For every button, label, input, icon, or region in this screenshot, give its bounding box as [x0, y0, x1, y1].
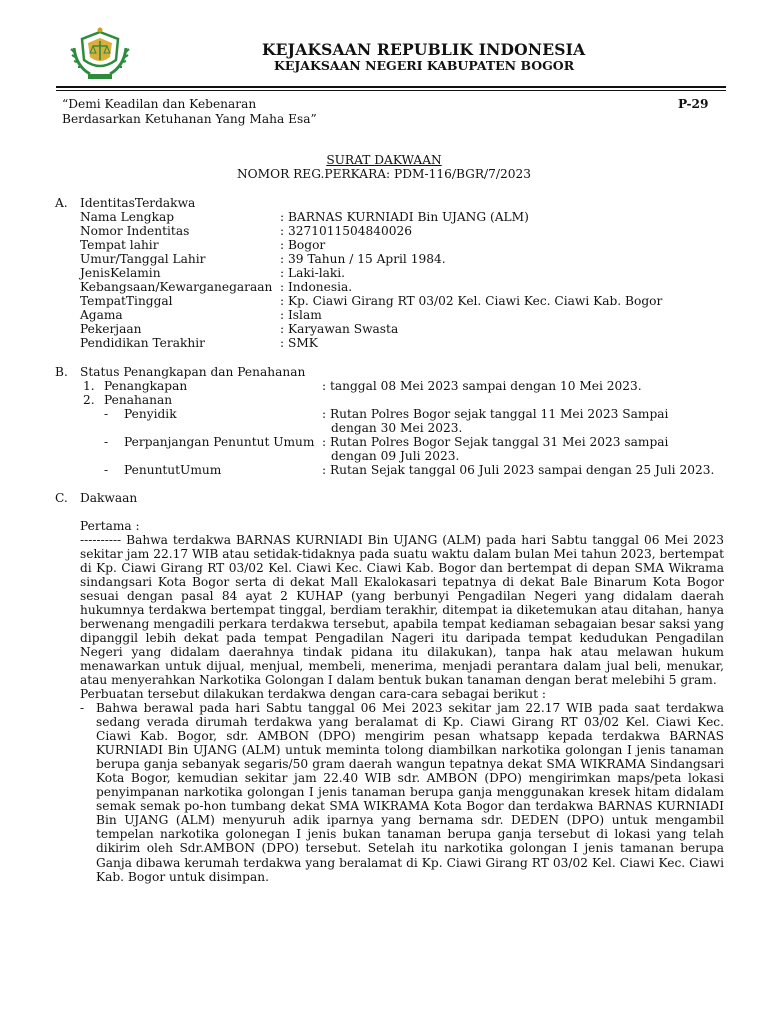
detention-label-penahanan: Penahanan	[104, 393, 173, 407]
list-number: 2.	[83, 393, 95, 407]
header-divider-thick	[56, 86, 726, 88]
field-value: : Laki-laki.	[280, 266, 346, 280]
document-code: P-29	[678, 97, 709, 111]
detention-label-penangkapan: Penangkapan	[104, 379, 188, 393]
detention-sub-label: PenuntutUmum	[124, 463, 222, 477]
pertama-label: Pertama :	[80, 519, 140, 533]
field-value: : Kp. Ciawi Girang RT 03/02 Kel. Ciawi Kec. Ciawi Kab. Bogor	[280, 294, 663, 308]
motto	[62, 97, 317, 126]
detention-sub-value-cont: dengan 30 Mei 2023.	[331, 421, 463, 435]
title-line-1: SURAT DAKWAAN	[326, 153, 442, 167]
title-line-2: NOMOR REG.PERKARA: PDM-116/BGR/7/2023	[236, 167, 532, 181]
list-number: 1.	[83, 379, 95, 393]
section-a-heading: IdentitasTerdakwa	[80, 196, 196, 210]
field-value: : 39 Tahun / 15 April 1984.	[280, 252, 446, 266]
motto-line-2: Berdasarkan Ketuhanan Yang Maha Esa”	[62, 111, 317, 126]
dakwaan-intro: Perbuatan tersebut dilakukan terdakwa dengan cara-cara sebagai berikut :	[80, 687, 546, 701]
field-label: Umur/Tanggal Lahir	[80, 252, 206, 266]
field-label: JenisKelamin	[80, 266, 161, 280]
field-label: Agama	[80, 308, 123, 322]
org-subtitle: KEJAKSAAN NEGERI KABUPATEN BOGOR	[274, 58, 575, 73]
list-dash: -	[104, 463, 109, 477]
field-value: : Karyawan Swasta	[280, 322, 399, 336]
section-b-heading: Status Penangkapan dan Penahanan	[80, 365, 306, 379]
dakwaan-paragraph-2: Bahwa berawal pada hari Sabtu tanggal 06 Mei 2023 sekitar jam 22.17 WIB pada saat terdakwa sedang verada dirumah terdakwa yang beralamat di Kp. Ciawi Girang RT 03/02 Kel. Ciawi Kec. Ciawi Kab. Bogor, sdr. AMBON (DPO) mengirim pesan whatsapp kepada terdakwa BARNAS KURNIADI Bin UJANG (ALM) untuk meminta tolong diambilkan narkotika golongan I jenis tanaman berupa ganja sebanyak segaris/50 gram daerah wangun tepatnya dekat SMA WIKRAMA Sindangsari Kota Bogor, kemudian sekitar jam 22.40 WIB sdr. AMBON (DPO) mengirimkan maps/peta lokasi penyimpanan narkotika golongan I jenis tanaman berupa ganja menggunakan kresek hitam didalam semak semak po-hon tumbang dekat SMA WIKRAMA Kota Bogor dan terdakwa BARNAS KURNIADI Bin UJANG (ALM) menyuruh adik iparnya yang bernama sdr. DEDEN (DPO) untuk mengambil tempelan narkotika golonegan I jenis bukan tanaman berupa ganja tersebut di lokasi yang telah dikirim oleh Sdr.AMBON (DPO) tersebut. Setelah itu narkotika golongan I jenis tamanan berupa Ganja dibawa kerumah terdakwa yang beralamat di Kp. Ciawi Girang RT 03/02 Kel. Ciawi Kec. Ciawi Kab. Bogor untuk disimpan.	[96, 701, 724, 884]
field-value: : Indonesia.	[280, 280, 353, 294]
field-label: Tempat lahir	[80, 238, 159, 252]
section-c-letter: C.	[55, 491, 68, 505]
dakwaan-paragraph-1: ---------- Bahwa terdakwa BARNAS KURNIADI Bin UJANG (ALM) pada hari Sabtu tanggal 06 Mei 2023 sekitar jam 22.17 WIB atau setidak-tidaknya pada suatu waktu dalam bulan Mei tahun 2023, bertempat di Kp. Ciawi Girang RT 03/02 Kel. Ciawi Kec. Ciawi Kab. Bogor dan bertempat di depan SMA Wikrama sindangsari Kota Bogor serta di dekat Mall Ekalokasari tepatnya di dekat Bale Binarum Kota Bogor sesuai dengan pasal 84 ayat 2 KUHAP (yang berbunyi Pengadilan Negeri yang didalam daerah hukumnya terdakwa bertempat tinggal, berdiam terakhir, ditempat ia diketemukan atau ditahan, hanya berwenang mengadili perkara terdakwa tersebut, apabila tempat kediaman sebagaian besar saksi yang dipanggil lebih dekat pada tempat Pengadilan Nageri itu daripada tempat kedudukan Pengadilan Negeri yang didalam daerahnya tindak pidana itu dilakukan), tanpa hak atau melawan hukum menawarkan untuk dijual, menjual, membeli, menerima, menjadi perantara dalam jual beli, menukar, atau menyerahkan Narkotika Golongan I dalam bentuk bukan tanaman dengan berat melebihi 5 gram.	[80, 533, 724, 688]
header-divider-thin	[56, 90, 726, 91]
detention-sub-value: : Rutan Polres Bogor sejak tanggal 11 Mei 2023 Sampai	[322, 407, 669, 421]
detention-value-penangkapan: : tanggal 08 Mei 2023 sampai dengan 10 Mei 2023.	[322, 379, 642, 393]
kejaksaan-logo-icon	[68, 26, 132, 82]
field-value: : BARNAS KURNIADI Bin UJANG (ALM)	[280, 210, 529, 224]
field-label: Pekerjaan	[80, 322, 142, 336]
document-title	[0, 153, 768, 181]
detention-sub-label: Perpanjangan Penuntut Umum	[124, 435, 315, 449]
detention-sub-value: : Rutan Polres Bogor Sejak tanggal 31 Mei 2023 sampai	[322, 435, 669, 449]
detention-sub-value-cont: dengan 09 Juli 2023.	[331, 449, 460, 463]
field-label: Nama Lengkap	[80, 210, 175, 224]
detention-sub-label: Penyidik	[124, 407, 177, 421]
field-label: Nomor Indentitas	[80, 224, 190, 238]
field-value: : SMK	[280, 336, 318, 350]
field-value: : Islam	[280, 308, 322, 322]
org-title: KEJAKSAAN REPUBLIK INDONESIA	[262, 40, 586, 59]
section-a-letter: A.	[55, 196, 68, 210]
list-dash: -	[80, 701, 85, 715]
field-label: Pendidikan Terakhir	[80, 336, 205, 350]
section-c-heading: Dakwaan	[80, 491, 138, 505]
field-value: : Bogor	[280, 238, 326, 252]
motto-line-1: “Demi Keadilan dan Kebenaran	[62, 97, 257, 111]
section-b-letter: B.	[55, 365, 68, 379]
field-label: TempatTinggal	[80, 294, 173, 308]
field-value: : 3271011504840026	[280, 224, 413, 238]
field-label: Kebangsaan/Kewarganegaraan	[80, 280, 273, 294]
detention-sub-value: : Rutan Sejak tanggal 06 Juli 2023 sampai dengan 25 Juli 2023.	[322, 463, 715, 477]
list-dash: -	[104, 407, 109, 421]
list-dash: -	[104, 435, 109, 449]
